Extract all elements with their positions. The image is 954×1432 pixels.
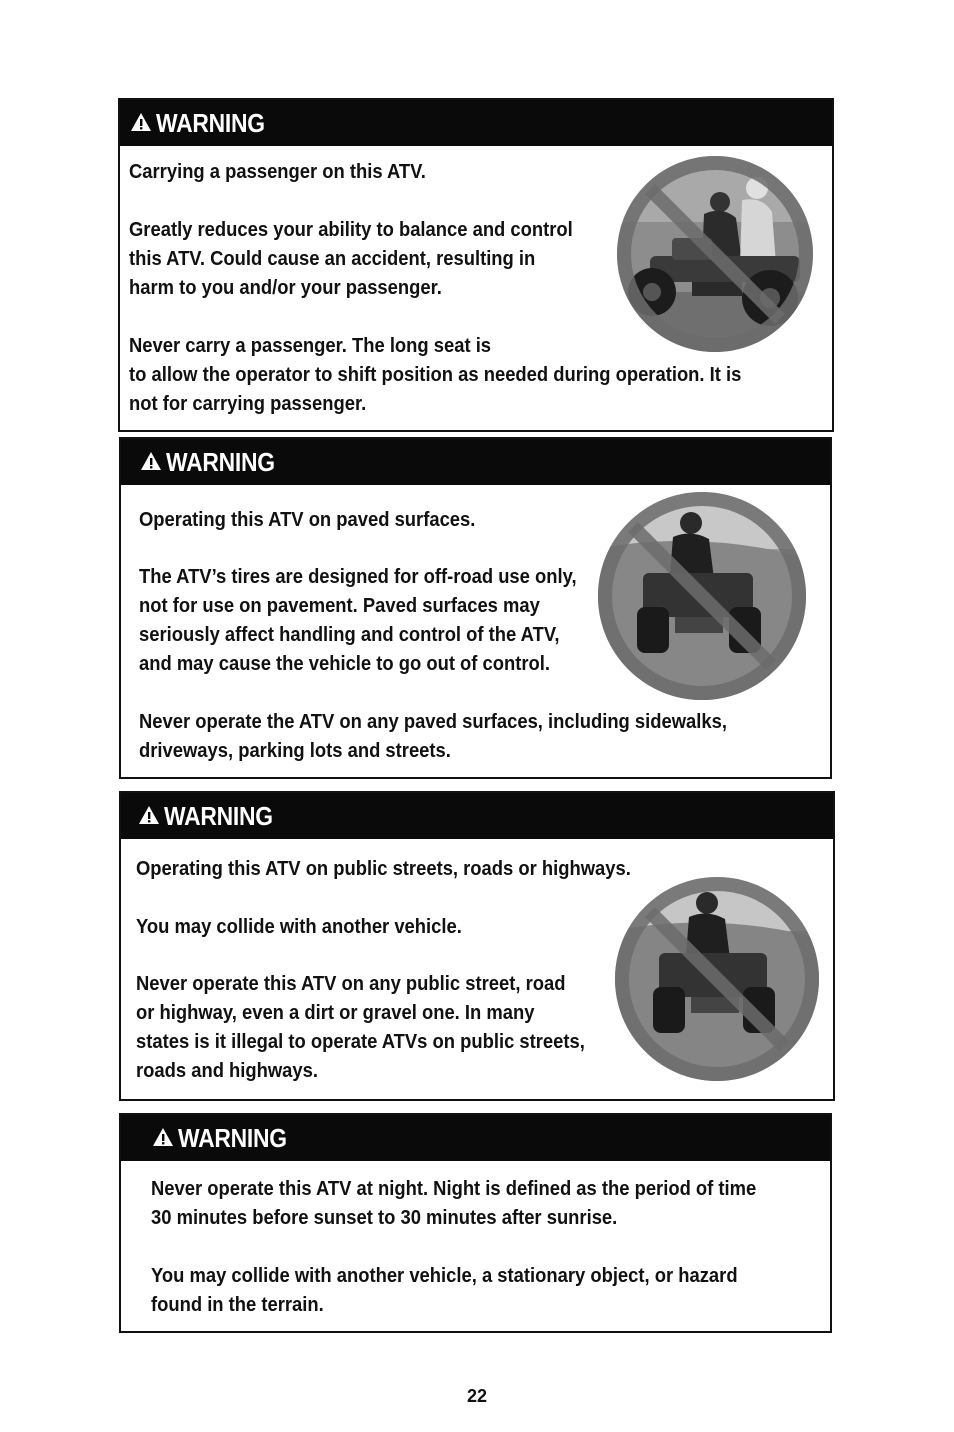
warning-title: WARNING: [166, 447, 275, 477]
avoidance-text: Never operate this ATV on any public street, road or highway, even a dirt or gravel one. In many states is it illegal to operate ATVs on public streets, roads and highways.: [136, 973, 585, 1082]
consequence-text: The ATV’s tires are designed for off-road use only, not for use on pavement. Paved surfaces may seriously affect handling and control of the ATV, and may cause the vehicle to go out of control.: [139, 566, 577, 675]
warning-title: WARNING: [164, 801, 273, 831]
hazard-text: Operating this ATV on paved surfaces.: [139, 509, 476, 531]
warning-title: WARNING: [156, 108, 265, 138]
prohibited-public-road-photo: [611, 873, 823, 1085]
warning-triangle-icon: [130, 100, 152, 146]
prohibited-paved-surface-photo: [593, 489, 811, 703]
hazard-text: Operating this ATV on public streets, roads or highways.: [136, 858, 631, 880]
warning-box-paved-surfaces: [119, 437, 832, 779]
warning-header: [120, 100, 832, 146]
avoidance-text: Never carry a passenger. The long seat is to allow the operator to shift position as needed during operation. It is not for carrying passenger.: [129, 335, 742, 415]
warning-header: [121, 793, 833, 839]
warning-box-night-operation: [119, 1113, 832, 1333]
warning-triangle-icon: [138, 793, 160, 839]
consequence-text: You may collide with another vehicle.: [136, 916, 462, 938]
warning-triangle-icon: [152, 1115, 174, 1161]
consequence-text: You may collide with another vehicle, a stationary object, or hazard found in the terrain.: [151, 1265, 738, 1316]
page-number: 22: [466, 1386, 488, 1406]
consequence-text: Greatly reduces your ability to balance and control this ATV. Could cause an accident, resulting in harm to you and/or your passenger.: [129, 219, 573, 299]
warning-header: [121, 1115, 830, 1161]
warning-title: WARNING: [178, 1123, 287, 1153]
warning-triangle-icon: [140, 439, 162, 485]
warning-box-passenger: [118, 98, 834, 432]
prohibited-passenger-photo: [612, 152, 818, 356]
hazard-text: Never operate this ATV at night. Night is defined as the period of time 30 minutes before sunset to 30 minutes after sunrise.: [151, 1178, 757, 1229]
warning-header: [121, 439, 830, 485]
avoidance-text: Never operate the ATV on any paved surfaces, including sidewalks, driveways, parking lots and streets.: [139, 711, 727, 762]
warning-box-public-roads: [119, 791, 835, 1101]
hazard-text: Carrying a passenger on this ATV.: [129, 161, 426, 183]
